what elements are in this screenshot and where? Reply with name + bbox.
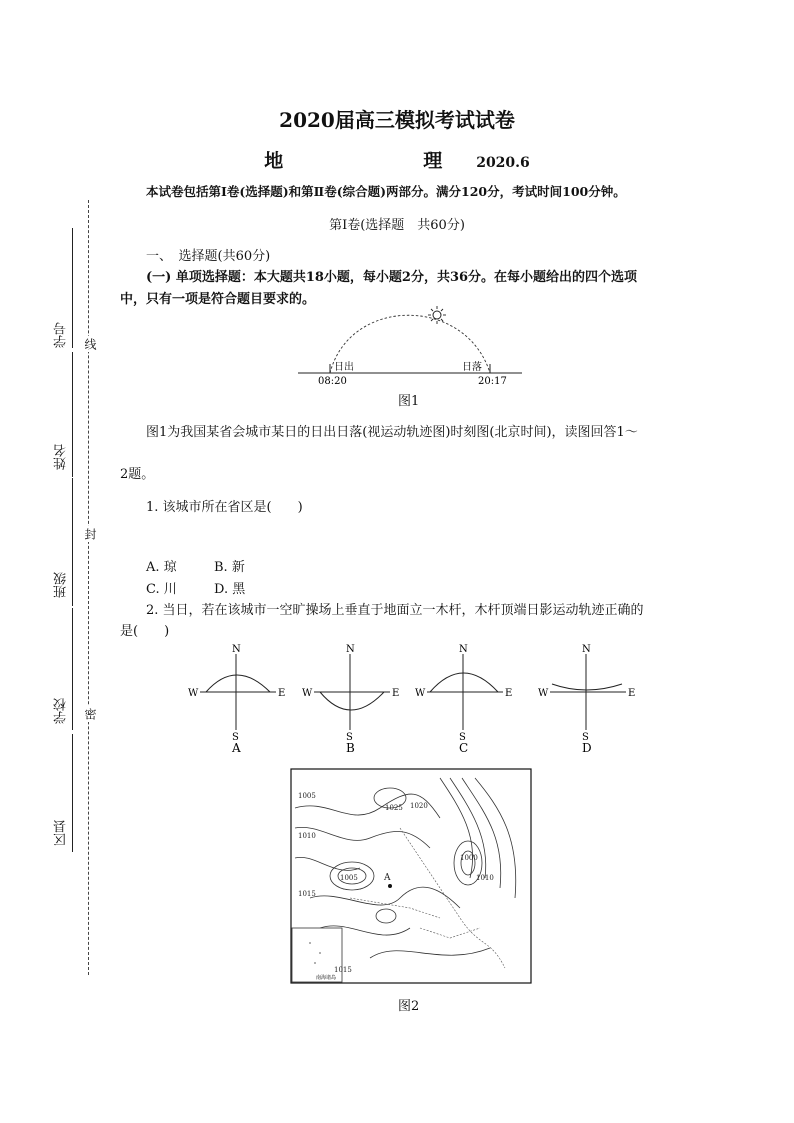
sun-icon bbox=[428, 306, 446, 324]
sunrise-label: 日出 bbox=[334, 362, 354, 373]
svg-text:W: W bbox=[538, 688, 549, 699]
svg-text:E: E bbox=[278, 688, 286, 699]
field-label-school: 学校 bbox=[54, 698, 69, 724]
passage-line-1: 图1为我国某省会城市某日的日出日落(视运动轨迹图)时刻图(北京时间)，读图回答1～ bbox=[146, 425, 638, 440]
q2-stem-line-1: 2. 当日，若在该城市一空旷操场上垂直于地面立一木杆，木杆顶端日影运动轨迹正确的 bbox=[146, 603, 644, 618]
svg-text:E: E bbox=[505, 688, 513, 699]
part-heading: 一、 选择题(共60分) bbox=[146, 249, 271, 264]
sunset-label: 日落 bbox=[462, 362, 482, 373]
field-label-student-id: 学号 bbox=[54, 322, 69, 348]
q1-option-b[interactable]: B. 新 bbox=[214, 560, 245, 575]
passage-line-2: 2题。 bbox=[120, 467, 155, 482]
q1-option-a[interactable]: A. 琼 bbox=[146, 560, 177, 575]
figure2-isobar-map bbox=[290, 768, 532, 986]
diagram-c-label: C bbox=[459, 741, 469, 755]
point-a-marker bbox=[388, 884, 392, 888]
figure1-sun-path bbox=[290, 300, 530, 390]
q2-shadow-diagrams bbox=[180, 640, 640, 760]
sunrise-time: 08:20 bbox=[318, 376, 347, 387]
svg-text:W: W bbox=[188, 688, 199, 699]
q1-option-d[interactable]: D. 黑 bbox=[214, 582, 246, 597]
isobar-label-9: 1015 bbox=[334, 966, 352, 974]
q1-option-c[interactable]: C. 川 bbox=[146, 582, 177, 597]
point-a-label: A bbox=[384, 873, 391, 883]
seal-mark-seal: 封 bbox=[83, 528, 97, 540]
diagram-b[interactable] bbox=[302, 644, 399, 755]
field-line-class[interactable] bbox=[72, 478, 73, 606]
isobar-label-6: 1000 bbox=[460, 854, 478, 862]
instruction-line-2: 中，只有一项是符合题目要求的。 bbox=[120, 292, 316, 307]
isobar-label-1: 1005 bbox=[298, 792, 316, 800]
diagram-d[interactable] bbox=[538, 644, 635, 755]
svg-text:N: N bbox=[232, 644, 241, 655]
exam-intro: 本试卷包括第Ⅰ卷(选择题)和第Ⅱ卷(综合题)两部分。满分120分，考试时间100分钟。 bbox=[146, 184, 626, 199]
diagram-a[interactable] bbox=[188, 644, 285, 755]
inset-label: 南海诸岛 bbox=[316, 975, 337, 981]
svg-text:N: N bbox=[346, 644, 355, 655]
binding-dashed-line bbox=[88, 200, 89, 975]
svg-text:N: N bbox=[582, 644, 591, 655]
field-label-name: 姓名 bbox=[54, 444, 69, 470]
seal-mark-line: 线 bbox=[83, 338, 97, 350]
field-line-student-id[interactable] bbox=[72, 228, 73, 348]
svg-text:N: N bbox=[459, 644, 468, 655]
svg-text:W: W bbox=[415, 688, 426, 699]
diagram-c[interactable] bbox=[415, 644, 512, 755]
exam-date: 2020.6 bbox=[476, 155, 530, 171]
svg-text:S: S bbox=[346, 732, 353, 743]
figure1-caption: 图1 bbox=[398, 394, 420, 409]
field-line-school[interactable] bbox=[72, 608, 73, 730]
subject-line bbox=[0, 146, 794, 173]
svg-text:E: E bbox=[628, 688, 636, 699]
diagram-a-label: A bbox=[232, 741, 241, 755]
diagram-b-label: B bbox=[346, 741, 355, 755]
isobar-label-4: 1020 bbox=[410, 802, 428, 810]
section-title: 第Ⅰ卷(选择题 共60分) bbox=[329, 218, 465, 233]
seal-mark-secret: 密 bbox=[83, 708, 97, 720]
diagram-d-label: D bbox=[582, 741, 592, 755]
isobar-label-3: 1025 bbox=[385, 804, 403, 812]
svg-text:W: W bbox=[302, 688, 313, 699]
q2-stem-line-2: 是( ) bbox=[120, 624, 170, 639]
instruction-line-1: (一) 单项选择题：本大题共18小题，每小题2分，共36分。在每小题给出的四个选项 bbox=[146, 270, 638, 285]
svg-text:S: S bbox=[459, 732, 466, 743]
field-label-class: 班级 bbox=[54, 572, 69, 598]
figure2-caption: 图2 bbox=[398, 999, 420, 1014]
svg-text:E: E bbox=[392, 688, 400, 699]
q1-stem: 1. 该城市所在省区是( ) bbox=[146, 500, 303, 515]
isobar-label-2: 1010 bbox=[298, 832, 316, 840]
field-line-name[interactable] bbox=[72, 352, 73, 477]
svg-text:S: S bbox=[582, 732, 589, 743]
subject-name: 地 理 bbox=[264, 150, 477, 172]
isobar-label-5: 1015 bbox=[298, 890, 316, 898]
svg-text:S: S bbox=[232, 732, 239, 743]
field-line-district[interactable] bbox=[72, 734, 73, 852]
sunset-time: 20:17 bbox=[478, 376, 507, 387]
isobar-label-8: 1005 bbox=[340, 874, 358, 882]
exam-title: 2020届高三模拟考试试卷 bbox=[279, 108, 515, 132]
field-label-district: 区县 bbox=[54, 820, 69, 846]
isobar-label-7: 1010 bbox=[476, 874, 494, 882]
